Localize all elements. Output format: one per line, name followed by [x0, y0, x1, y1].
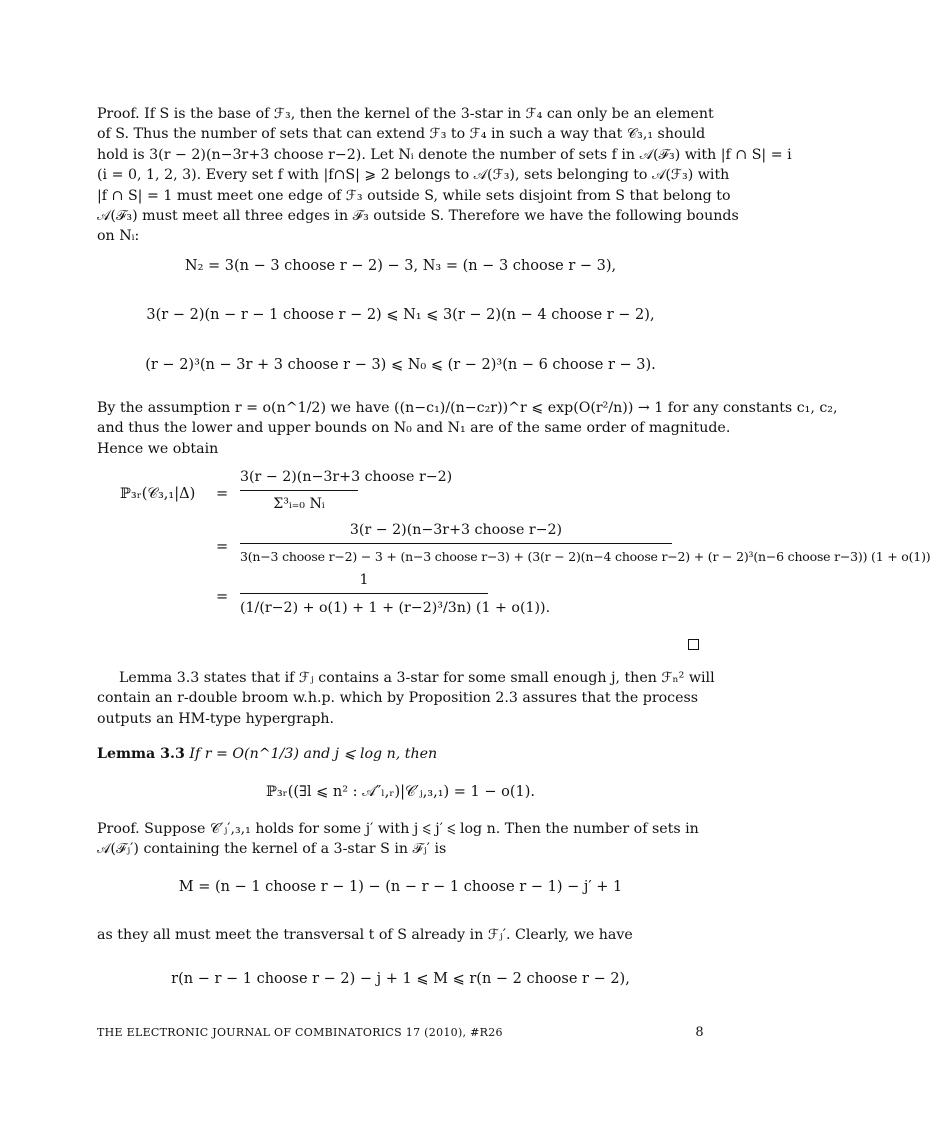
- m-equation: M = (n − 1 choose r − 1) − (n − r − 1 choose r − 1) − j′ + 1: [178, 879, 623, 895]
- paragraph-3: [97, 668, 715, 729]
- fraction-3-denominator: (1/(r−2) + o(1) + 1 + (r−2)³/3n) (1 + o(1)).: [240, 600, 551, 616]
- text-line: and thus the lower and upper bounds on N₀ and N₁ are of the same order of magnitude.: [97, 420, 731, 437]
- bound-equation-3: (r − 2)³(n − 3r + 3 choose r − 3) ⩽ N₀ ⩽ (r − 2)³(n − 6 choose r − 3).: [145, 357, 656, 373]
- text-line: |f ∩ S| = 1 must meet one edge of ℱ₃ outside S, while sets disjoint from S that belong to: [97, 187, 731, 204]
- qed-symbol: [688, 639, 699, 650]
- prob-lhs: ℙ₃ᵣ(𝒞₃,₁|Δ): [120, 486, 196, 502]
- proof-2-continued: [97, 925, 704, 945]
- fraction-bar: [240, 490, 358, 491]
- text-line: Proof. Suppose 𝒞′ⱼ′,₃,₁ holds for some j′ with j ⩽ j′ ⩽ log n. Then the number of sets in: [97, 821, 699, 837]
- text-line: 𝒜(ℱⱼ′) containing the kernel of a 3-star S in ℱⱼ′ is: [97, 841, 447, 858]
- text-line: By the assumption r = o(n^1/2) we have ((n−c₁)/(n−c₂r))^r ⩽ exp(O(r²/n)) → 1 for any constants c₁, c₂,: [97, 400, 838, 416]
- fraction-1-denominator: Σ³ᵢ₌₀ Nᵢ: [273, 496, 325, 512]
- paragraph-2: [97, 398, 838, 459]
- footer: [97, 1023, 704, 1043]
- text-line: contain an r-double broom w.h.p. which by Proposition 2.3 assures that the process: [97, 690, 699, 707]
- equals-sign: =: [216, 539, 229, 555]
- equals-sign: =: [216, 589, 229, 605]
- fraction-bar: [240, 593, 488, 594]
- proof-1: [97, 104, 792, 247]
- text-line: 𝒜(ℱ₃) must meet all three edges in ℱ₃ outside S. Therefore we have the following bounds: [97, 208, 739, 225]
- text-line: on Nᵢ:: [97, 228, 140, 245]
- text-line: Lemma 3.3 states that if ℱⱼ contains a 3-star for some small enough j, then ℱₙ² will: [119, 670, 715, 686]
- fraction-bar: [240, 543, 672, 544]
- text-line: (i = 0, 1, 2, 3). Every set f with |f∩S| ⩾ 2 belongs to 𝒜(ℱ₃), sets belonging to 𝒜(ℱ₃) with: [97, 167, 730, 184]
- journal-name: THE ELECTRONIC JOURNAL OF COMBINATORICS 17 (2010), #R26: [97, 1026, 503, 1039]
- text-line: hold is 3(r − 2)(n−3r+3 choose r−2). Let Nᵢ denote the number of sets f in 𝒜(ℱ₃) with |f ∩ S| = i: [97, 146, 792, 163]
- fraction-1-numerator: 3(r − 2)(n−3r+3 choose r−2): [240, 469, 453, 485]
- lemma-statement: If r = O(n^1/3) and j ⩽ log n, then: [189, 746, 438, 762]
- text-line: as they all must meet the transversal t of S already in ℱⱼ′. Clearly, we have: [97, 927, 633, 943]
- proof-2: [97, 819, 704, 860]
- bound-equation-1: N₂ = 3(n − 3 choose r − 2) − 3, N₃ = (n − 3 choose r − 3),: [184, 258, 617, 274]
- text-line: Proof. If S is the base of ℱ₃, then the kernel of the 3-star in ℱ₄ can only be an element: [97, 106, 714, 122]
- fraction-2-denominator: 3(n−3 choose r−2) − 3 + (n−3 choose r−3) + (3(r − 2)(n−4 choose r−2) + (r − 2)³(n−6 choose r−3)) (1 + o(1)): [240, 549, 930, 564]
- lemma-header: [97, 744, 704, 764]
- lemma-equation: ℙ₃ᵣ((∃l ⩽ n² : 𝒜″ₗ,ᵣ)|𝒞′ⱼ,₃,₁) = 1 − o(1).: [265, 784, 536, 800]
- text-line: Hence we obtain: [97, 440, 219, 457]
- text-line: of S. Thus the number of sets that can extend ℱ₃ to ℱ₄ in such a way that 𝒞₃,₁ should: [97, 126, 706, 143]
- lemma-label: Lemma 3.3: [97, 746, 185, 762]
- m-bounds-equation: r(n − r − 1 choose r − 2) − j + 1 ⩽ M ⩽ r(n − 2 choose r − 2),: [171, 971, 630, 987]
- fraction-3-numerator: 1: [359, 572, 369, 588]
- equals-sign: =: [216, 486, 229, 502]
- fraction-2-numerator: 3(r − 2)(n−3r+3 choose r−2): [349, 522, 563, 538]
- bound-equation-2: 3(r − 2)(n − r − 1 choose r − 2) ⩽ N₁ ⩽ 3(r − 2)(n − 4 choose r − 2),: [146, 307, 655, 323]
- text-line: outputs an HM-type hypergraph.: [97, 710, 335, 727]
- page-number: 8: [695, 1025, 704, 1040]
